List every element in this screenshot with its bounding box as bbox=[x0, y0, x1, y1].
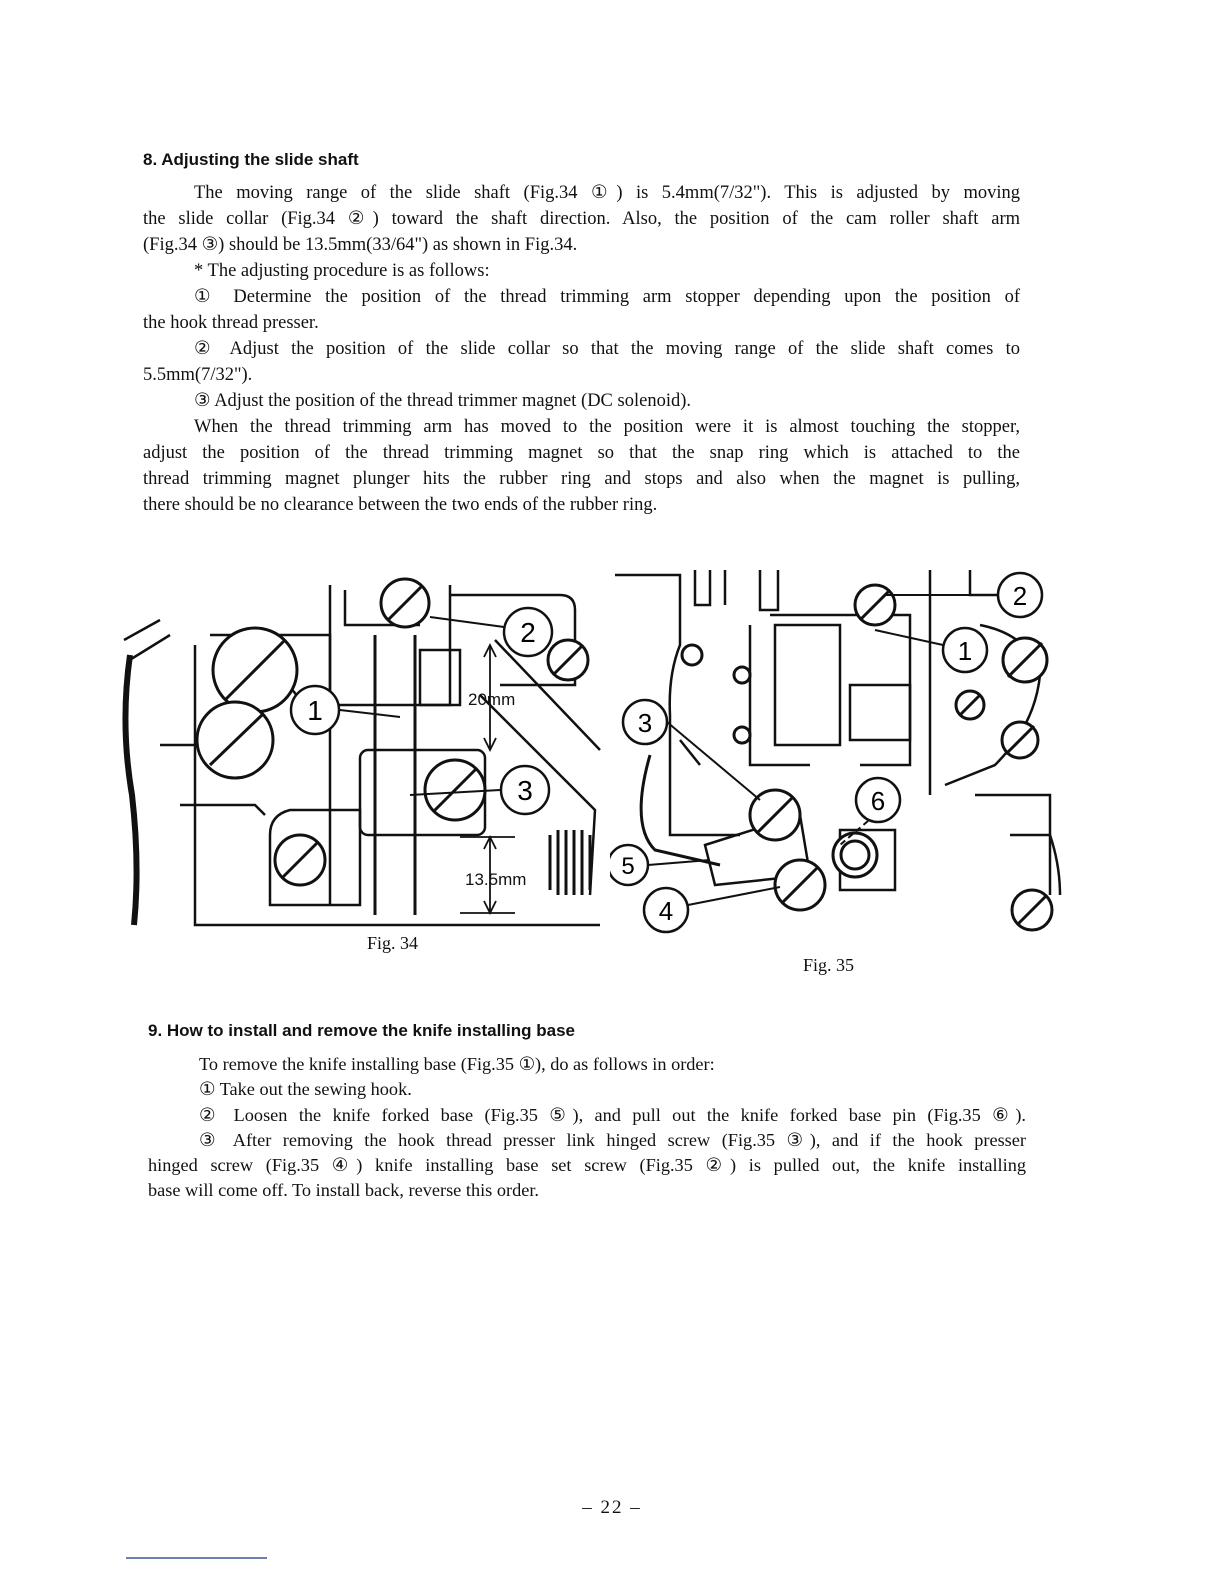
section-9-line: hinged screw (Fig.35 ④) knife installing base set screw (Fig.35 ②) is pulled out, the knife installing bbox=[148, 1155, 1026, 1176]
fig34-callout-1 bbox=[291, 686, 400, 734]
svg-text:3: 3 bbox=[637, 708, 653, 738]
section-8-line: * The adjusting procedure is as follows: bbox=[194, 261, 490, 281]
fig34-slide-shaft bbox=[375, 635, 415, 915]
section-8-line: When the thread trimming arm has moved to the position were it is almost touching the stopper, bbox=[194, 417, 1020, 437]
section-8-heading: 8. Adjusting the slide shaft bbox=[143, 150, 359, 169]
fig34-dim-bottom: 13.5mm bbox=[465, 870, 527, 889]
fig34-diagram bbox=[120, 565, 615, 940]
fig34-spring bbox=[550, 830, 590, 895]
fig34-caption: Fig. 34 bbox=[367, 933, 419, 953]
section-8-line: 5.5mm(7/32"). bbox=[143, 365, 253, 385]
section-9-line: To remove the knife installing base (Fig.35 ①), do as follows in order: bbox=[199, 1054, 715, 1074]
section-8-line: there should be no clearance between the two ends of the rubber ring. bbox=[143, 495, 658, 515]
fig34-left-frame bbox=[125, 655, 136, 925]
section-9-line: ① Take out the sewing hook. bbox=[199, 1079, 412, 1100]
svg-text:5: 5 bbox=[621, 853, 635, 880]
fig35-diagram bbox=[610, 565, 1065, 940]
svg-text:1: 1 bbox=[957, 636, 973, 666]
section-8-line: ③ Adjust the position of the thread trimmer magnet (DC solenoid). bbox=[194, 391, 691, 411]
section-8-line: The moving range of the slide shaft (Fig.34 ①) is 5.4mm(7/32"). This is adjusted by moving bbox=[194, 183, 1020, 203]
section-8-line: (Fig.34 ③) should be 13.5mm(33/64") as shown in Fig.34. bbox=[143, 235, 578, 255]
svg-text:3: 3 bbox=[517, 775, 533, 806]
section-9-heading: 9. How to install and remove the knife installing base bbox=[148, 1021, 575, 1040]
section-8-line: the slide collar (Fig.34 ②) toward the shaft direction. Also, the position of the cam roller shaft arm bbox=[143, 209, 1020, 229]
svg-text:4: 4 bbox=[658, 896, 674, 926]
section-9-line: ② Loosen the knife forked base (Fig.35 ⑤), and pull out the knife forked base pin (Fig.35 ⑥). bbox=[199, 1104, 1026, 1125]
section-8-line: ① Determine the position of the thread trimming arm stopper depending upon the position of bbox=[194, 287, 1020, 307]
section-8-line: adjust the position of the thread trimming magnet so that the snap ring which is attached to the bbox=[143, 443, 1020, 463]
section-8-line: ② Adjust the position of the slide collar so that the moving range of the slide shaft comes to bbox=[194, 339, 1020, 359]
footer-rule bbox=[126, 1557, 267, 1559]
svg-text:1: 1 bbox=[307, 695, 323, 726]
svg-text:2: 2 bbox=[1012, 581, 1028, 611]
fig35-callout-4 bbox=[644, 887, 780, 932]
fig35-caption: Fig. 35 bbox=[803, 955, 855, 975]
fig35-wire bbox=[641, 755, 720, 865]
svg-text:6: 6 bbox=[870, 786, 886, 816]
section-8-body bbox=[143, 180, 1020, 518]
fig34-dim-top: 20mm bbox=[468, 690, 516, 709]
section-8-line: the hook thread presser. bbox=[143, 313, 319, 333]
fig35-callout-2 bbox=[885, 573, 1042, 617]
section-9-line: ③ After removing the hook thread presser link hinged screw (Fig.35 ③), and if the hook presser bbox=[199, 1129, 1026, 1150]
section-9-body bbox=[148, 1052, 1026, 1204]
section-9-line: base will come off. To install back, reverse this order. bbox=[148, 1180, 539, 1201]
svg-text:2: 2 bbox=[520, 617, 536, 648]
section-8-line: thread trimming magnet plunger hits the rubber ring and stops and also when the magnet is pulling, bbox=[143, 469, 1020, 489]
fig35-screw bbox=[682, 585, 1052, 930]
page-number: – 22 – bbox=[582, 1497, 642, 1518]
